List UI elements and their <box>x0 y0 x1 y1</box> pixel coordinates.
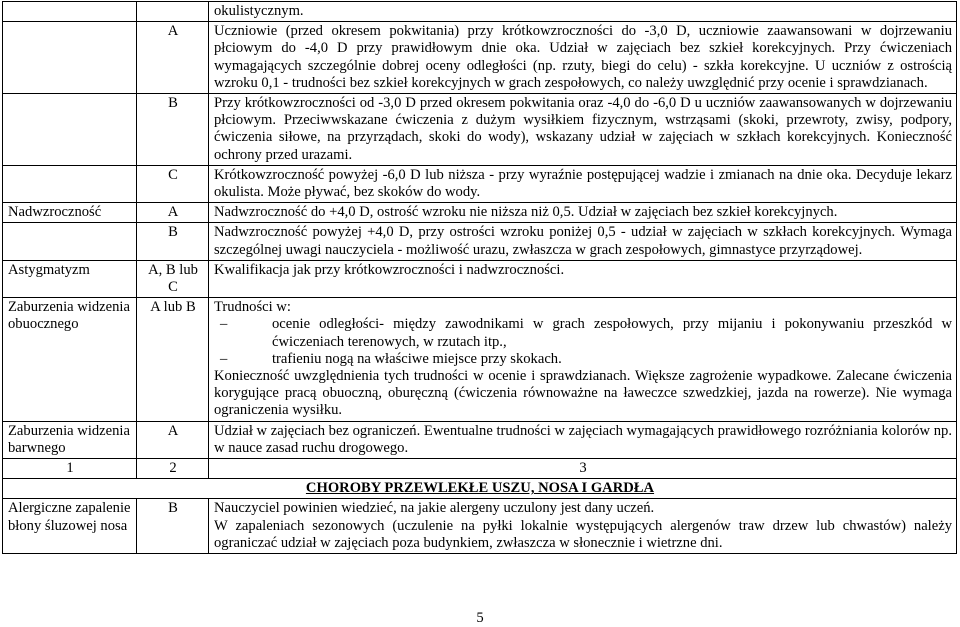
dash-bullet: – <box>220 316 228 333</box>
table-row <box>3 94 957 166</box>
table-row <box>3 499 957 554</box>
column-header: 2 <box>137 459 209 479</box>
requirements-cell: okulistycznym. <box>209 2 957 22</box>
table-row <box>3 165 957 202</box>
group-cell: A <box>137 203 209 223</box>
column-header-row <box>3 459 957 479</box>
requirements-cell: Przy krótkowzroczności od -3,0 D przed okresem pokwitania oraz -4,0 do -6,0 D u uczniów zaawansowanych w dojrzewaniu płciowym. Przeciwwskazane ćwiczenia z dużym wysiłkiem fizycznym, wstrząsami (skoki, przewroty, zwisy, podpory, ćwiczenia siłowe, na przyrządach, skoki do wody), wskazany udział w zajęciach w szkłach korekcyjnych. Konieczność ochrony przed urazami. <box>209 94 957 166</box>
requirements-cell: Kwalifikacja jak przy krótkowzroczności i nadwzroczności. <box>209 260 957 297</box>
condition-cell: Zaburzenia widzenia obuocznego <box>3 298 137 421</box>
table-row <box>3 260 957 297</box>
document-table <box>2 1 957 554</box>
paragraph: Nauczyciel powinien wiedzieć, na jakie alergeny uczulony jest dany uczeń. <box>214 500 655 517</box>
condition-cell <box>3 22 137 94</box>
requirements-cell: Uczniowie (przed okresem pokwitania) przy krótkowzroczności do -3,0 D, uczniowie zaawansowani w dojrzewaniu płciowym do -4,0 D przy prawidłowym dnie oka. Udział w zajęciach bez szkieł korekcyjnych. Przy ćwiczeniach wymagających szczególnie dobrej oceny odległości (np. rzuty, biegi do celu) - szkła korekcyjne. U uczniów z ostrością wzroku 0,1 - trudności bez szkieł korekcyjnych w grach zespołowych, co należy uwzględnić przy ocenie i sprawdzianach. <box>209 22 957 94</box>
condition-cell <box>3 223 137 260</box>
page-number: 5 <box>476 610 484 626</box>
condition-cell <box>3 94 137 166</box>
group-cell: B <box>137 223 209 260</box>
table-row <box>3 223 957 260</box>
table-cell <box>3 2 137 22</box>
column-header: 3 <box>209 459 957 479</box>
table-row <box>3 2 957 22</box>
section-title-row <box>3 479 957 499</box>
section-title: CHOROBY PRZEWLEKŁE USZU, NOSA I GARDŁA <box>3 479 957 499</box>
group-cell: C <box>137 165 209 202</box>
requirements-cell <box>209 298 957 421</box>
condition-cell <box>3 165 137 202</box>
outro-text: Konieczność uwzględnienia tych trudności w ocenie i sprawdzianach. Większe zagrożenie wypadkowe. Zalecane ćwiczenia korygujące pracą obuoczną, oburęczną (ćwiczenia równoważne na ławeczce szwedzkiej, jazda na rowerze). Nie wymaga ograniczenia wysiłku. <box>214 368 952 419</box>
table-cell <box>137 2 209 22</box>
list-item <box>214 351 952 368</box>
dash-bullet: – <box>220 350 228 367</box>
group-cell: B <box>137 499 209 554</box>
list-item-text: trafieniu nogą na właściwe miejsce przy skokach. <box>272 350 562 367</box>
condition-cell: Alergiczne zapalenie błony śluzowej nosa <box>3 499 137 554</box>
group-cell: A <box>137 22 209 94</box>
requirements-cell: Krótkowzroczność powyżej -6,0 D lub niższa - przy wyraźnie postępującej wadzie i zmianach na dnie oka. Decyduje lekarz okulista. Może pływać, bez skoków do wody. <box>209 165 957 202</box>
requirements-cell: Nadwzroczność powyżej +4,0 D, przy ostrości wzroku poniżej 0,5 - udział w zajęciach w szkłach korekcyjnych. Wymaga szczególnej uwagi nauczyciela - możliwość urazu, zwłaszcza w grach zespołowych, gimnastyce przyrządowej. <box>209 223 957 260</box>
table-row <box>3 421 957 458</box>
group-cell: A, B lub C <box>137 260 209 297</box>
table-row <box>3 203 957 223</box>
requirements-cell: Udział w zajęciach bez ograniczeń. Ewentualne trudności w zajęciach wymagających prawidłowego rozróżniania kolorów np. w nauce zasad ruchu drogowego. <box>209 421 957 458</box>
group-cell: B <box>137 94 209 166</box>
condition-cell: Nadwzroczność <box>3 203 137 223</box>
requirements-cell <box>209 499 957 554</box>
intro-text: Trudności w: <box>214 299 291 316</box>
condition-cell: Astygmatyzm <box>3 260 137 297</box>
list-item-text: ocenie odległości- między zawodnikami w grach zespołowych, przy mijaniu i pokonywaniu przeszkód w ćwiczeniach terenowych, w rzutach itp., <box>272 316 952 350</box>
column-header: 1 <box>3 459 137 479</box>
table-row <box>3 298 957 421</box>
requirements-cell: Nadwzroczność do +4,0 D, ostrość wzroku nie niższa niż 0,5. Udział w zajęciach bez szkieł korekcyjnych. <box>209 203 957 223</box>
group-cell: A lub B <box>137 298 209 421</box>
paragraph: W zapaleniach sezonowych (uczulenie na pyłki lokalnie występujących alergenów traw drzew lub chwastów) należy ograniczać udział w zajęciach poza budynkiem, zwłaszcza w słonecznie i wietrzne dni. <box>214 517 952 551</box>
table-row <box>3 22 957 94</box>
condition-cell: Zaburzenia widzenia barwnego <box>3 421 137 458</box>
group-cell: A <box>137 421 209 458</box>
list-item <box>214 316 952 350</box>
